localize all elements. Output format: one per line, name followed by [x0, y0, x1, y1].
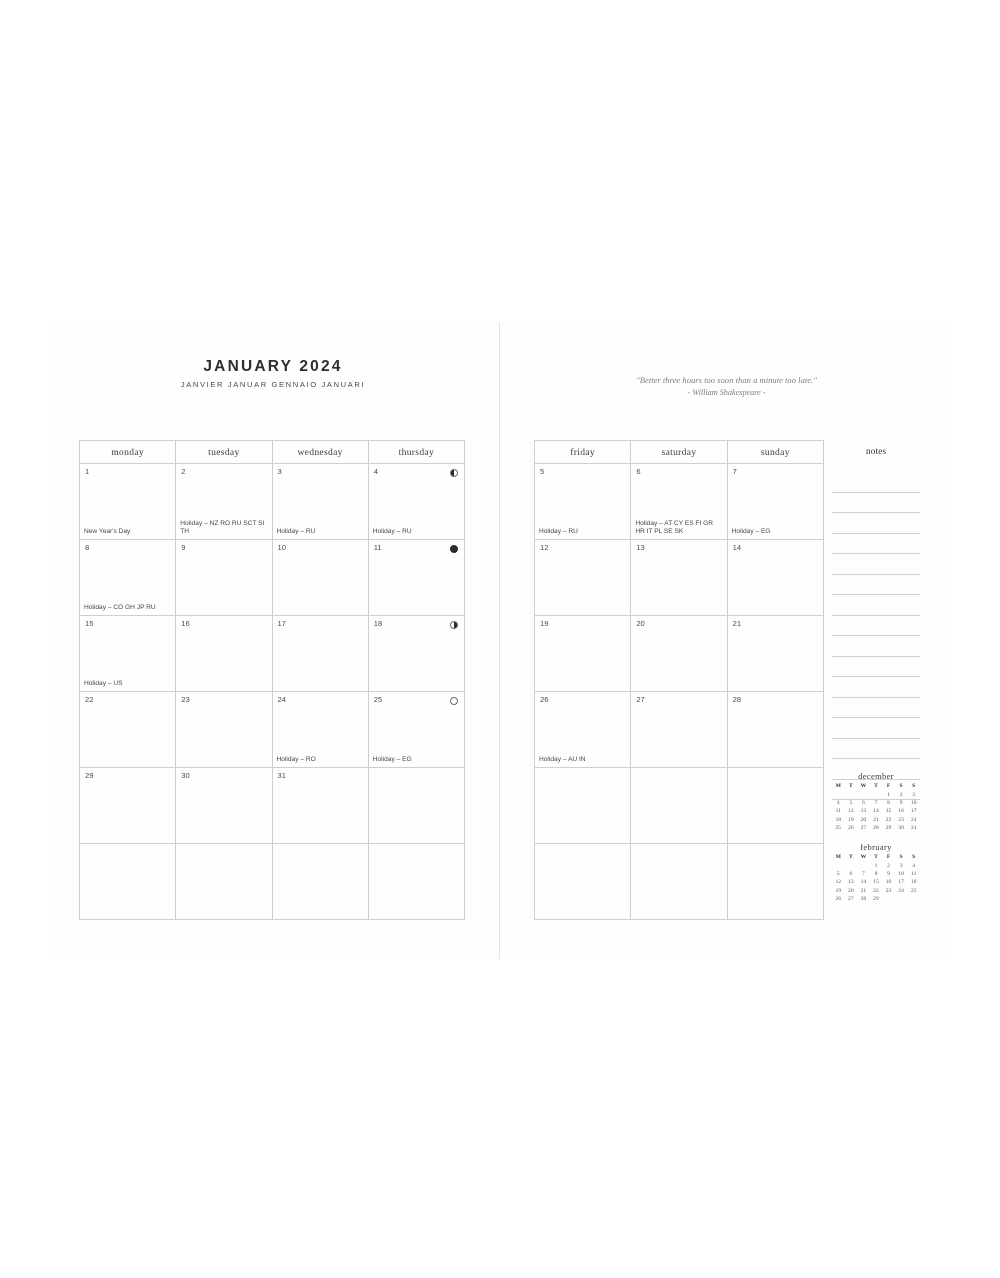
mini-day-cell: [845, 791, 858, 799]
day-cell[interactable]: [80, 616, 176, 692]
mini-day-cell: 15: [873, 879, 879, 886]
week-row: [535, 540, 824, 616]
mini-day-cell: 11: [910, 871, 917, 878]
day-cell[interactable]: [369, 692, 465, 768]
mini-calendar-table: [832, 854, 920, 904]
mini-day-cell: [845, 862, 858, 870]
day-number: 7: [732, 467, 737, 476]
note-line[interactable]: [832, 739, 920, 760]
page-title: JANUARY 2024: [203, 358, 343, 375]
mini-day-cell: 10: [898, 871, 904, 878]
day-cell[interactable]: [176, 692, 272, 768]
notes-heading: notes: [865, 446, 887, 457]
mini-day-cell: 22: [873, 887, 879, 894]
mini-day-cell: 9: [887, 871, 890, 878]
day-number: 20: [636, 619, 645, 628]
day-number: 10: [277, 543, 286, 552]
day-number: 12: [540, 543, 549, 552]
day-number: 4: [373, 467, 378, 476]
day-number: 18: [373, 619, 383, 628]
mini-day-cell: [857, 862, 870, 870]
mini-day-cell: 5: [836, 871, 840, 878]
day-cell[interactable]: [80, 464, 176, 540]
week-row: [80, 464, 465, 540]
mini-day-cell: [832, 791, 845, 799]
day-number: 21: [732, 619, 742, 628]
weekday-header-wednesday: wednesday: [273, 441, 369, 464]
mini-weekday-initial: F: [886, 783, 891, 790]
day-event-label: Holiday – RU: [539, 527, 578, 535]
note-line[interactable]: [832, 595, 920, 616]
day-number: 8: [85, 543, 90, 552]
day-number: 22: [85, 695, 94, 704]
day-event-label: Holiday – NZ RO RU SCT SI TH: [180, 519, 265, 535]
day-cell[interactable]: [176, 616, 272, 692]
day-event-label: Holiday – RO: [276, 755, 316, 763]
day-cell[interactable]: [631, 768, 727, 844]
mini-day-cell: 17: [898, 879, 904, 886]
mini-day-cell: 2: [887, 862, 890, 869]
day-number: 31: [277, 771, 286, 780]
mini-weekday-initial: S: [912, 854, 916, 861]
week-row: [80, 844, 465, 920]
week-row: [535, 692, 824, 768]
day-cell[interactable]: [631, 616, 727, 692]
day-cell[interactable]: [80, 540, 176, 616]
mini-day-cell: 28: [873, 825, 879, 832]
day-cell[interactable]: [535, 464, 631, 540]
quote-block: [540, 374, 913, 400]
mini-day-cell: 17: [910, 808, 917, 815]
week-row: [80, 616, 465, 692]
mini-day-cell: 21: [873, 816, 879, 823]
day-cell[interactable]: [273, 464, 369, 540]
mini-day-cell: 27: [848, 896, 854, 903]
day-number: 13: [636, 543, 645, 552]
day-cell[interactable]: [369, 616, 465, 692]
mini-day-cell: 18: [835, 816, 842, 823]
mini-day-cell: 8: [887, 800, 890, 807]
mini-day-cell: 14: [860, 879, 867, 886]
planner-spread: [47, 322, 953, 959]
day-cell[interactable]: [369, 540, 465, 616]
day-cell[interactable]: [631, 464, 727, 540]
day-cell[interactable]: [273, 540, 369, 616]
day-number: 16: [181, 619, 190, 628]
note-line[interactable]: [832, 636, 920, 657]
day-number: 1: [85, 467, 90, 476]
mini-day-cell: 16: [898, 808, 904, 815]
mini-day-cell: 25: [835, 825, 842, 832]
note-line[interactable]: [832, 472, 920, 493]
day-number: 15: [85, 619, 94, 628]
note-line[interactable]: [832, 657, 920, 678]
mini-weekday-initial: T: [848, 854, 853, 861]
mini-weekday-initial: F: [886, 854, 891, 861]
mini-day-cell: 10: [910, 800, 917, 807]
note-line[interactable]: [832, 513, 920, 534]
mini-day-cell: 6: [862, 800, 865, 807]
day-number: 26: [540, 695, 549, 704]
note-line[interactable]: [832, 698, 920, 719]
week-row: [80, 768, 465, 844]
mini-week-row: [832, 808, 920, 816]
mini-day-cell: 11: [835, 808, 841, 815]
week-row: [535, 464, 824, 540]
right-page: [500, 322, 953, 959]
mini-day-cell: 23: [885, 887, 892, 894]
day-cell[interactable]: [535, 540, 631, 616]
mini-day-cell: 23: [898, 816, 904, 823]
day-cell[interactable]: [631, 692, 727, 768]
mini-week-row: [832, 887, 920, 895]
day-cell[interactable]: [369, 844, 465, 920]
day-cell[interactable]: [728, 464, 824, 540]
mini-day-cell: [895, 896, 908, 904]
day-cell[interactable]: [273, 844, 369, 920]
day-number: 17: [277, 619, 286, 628]
day-number: 23: [181, 695, 190, 704]
mini-day-cell: 1: [887, 791, 890, 798]
mini-weekday-row: [832, 854, 920, 862]
day-number: 3: [277, 467, 282, 476]
day-cell[interactable]: [176, 540, 272, 616]
day-event-label: Holiday – EG: [372, 755, 412, 763]
mini-week-row: [832, 862, 920, 870]
mini-day-cell: 22: [885, 816, 892, 823]
quote-attribution: - William Shakespeare -: [687, 388, 766, 398]
mini-day-cell: 29: [873, 896, 879, 903]
note-line[interactable]: [832, 493, 920, 514]
day-cell[interactable]: [80, 692, 176, 768]
moon-phase-first-icon: [450, 621, 458, 629]
day-event-label: Holiday – US: [84, 679, 123, 687]
mini-day-cell: [907, 896, 920, 904]
mini-day-cell: 24: [910, 816, 917, 823]
mini-weekday-initial: T: [874, 854, 878, 861]
weekday-header-row: [80, 441, 465, 464]
day-number: 25: [373, 695, 383, 704]
left-page: [47, 322, 499, 959]
mini-day-cell: 12: [848, 808, 854, 815]
day-cell[interactable]: [535, 844, 631, 920]
mini-day-cell: 3: [912, 791, 916, 798]
day-cell[interactable]: [369, 768, 465, 844]
day-event-label: Holiday – EG: [731, 527, 771, 535]
day-cell[interactable]: [728, 540, 824, 616]
day-number: 5: [540, 467, 545, 476]
mini-calendar-december: [832, 772, 920, 833]
day-number: 11: [373, 543, 382, 552]
mini-day-cell: 3: [899, 862, 903, 869]
month-subtitle-translations: JANVIER JANUAR GENNAIO JANUARI: [180, 380, 366, 389]
mini-weekday-initial: S: [912, 783, 916, 790]
day-number: 19: [540, 619, 549, 628]
note-line[interactable]: [832, 575, 920, 596]
mini-day-cell: 27: [860, 825, 867, 832]
day-cell[interactable]: [176, 844, 272, 920]
mini-weekday-initial: T: [874, 783, 878, 790]
weekday-header-row: [535, 441, 824, 464]
day-number: 27: [636, 695, 645, 704]
day-event-label: Holiday – RU: [276, 527, 316, 535]
week-row: [535, 768, 824, 844]
calendar-grid-right: [534, 440, 824, 920]
mini-week-row: [832, 879, 920, 887]
mini-day-cell: 4: [836, 800, 840, 807]
mini-weekday-initial: M: [835, 854, 841, 861]
moon-phase-last-icon: [450, 469, 458, 477]
mini-day-cell: 14: [873, 808, 879, 815]
mini-day-cell: [870, 791, 883, 799]
weekday-header-friday: friday: [535, 441, 631, 464]
day-event-label: Holiday – AU IN: [539, 755, 586, 763]
note-line[interactable]: [832, 554, 920, 575]
mini-day-cell: 19: [848, 816, 854, 823]
mini-week-row: [832, 816, 920, 824]
day-number: 24: [277, 695, 286, 704]
notes-lines-area[interactable]: [832, 472, 920, 800]
mini-calendar-title: february: [860, 843, 892, 852]
mini-day-cell: 31: [910, 825, 917, 832]
mini-day-cell: 13: [860, 808, 867, 815]
mini-day-cell: 12: [835, 879, 842, 886]
day-cell[interactable]: [176, 768, 272, 844]
mini-week-row: [832, 871, 920, 879]
mini-day-cell: 9: [899, 800, 903, 807]
day-cell[interactable]: [273, 768, 369, 844]
mini-day-cell: 5: [849, 800, 853, 807]
day-event-label: Holiday – RU: [372, 527, 412, 535]
day-cell[interactable]: [728, 768, 824, 844]
mini-weekday-row: [832, 783, 920, 791]
day-number: 28: [732, 695, 742, 704]
mini-day-cell: 2: [899, 791, 903, 798]
day-cell[interactable]: [273, 692, 369, 768]
mini-day-cell: 20: [848, 887, 854, 894]
mini-day-cell: [857, 791, 870, 799]
mini-calendar-february: [832, 843, 920, 904]
mini-day-cell: 7: [874, 800, 878, 807]
mini-day-cell: 24: [898, 887, 904, 894]
day-cell[interactable]: [80, 768, 176, 844]
mini-weekday-initial: T: [848, 783, 853, 790]
week-row: [535, 616, 824, 692]
mini-day-cell: 26: [848, 825, 854, 832]
mini-week-row: [832, 825, 920, 833]
mini-day-cell: 13: [848, 879, 854, 886]
mini-day-cell: 18: [910, 879, 917, 886]
day-cell[interactable]: [728, 616, 824, 692]
note-line[interactable]: [832, 677, 920, 698]
day-number: 14: [732, 543, 742, 552]
week-row: [80, 540, 465, 616]
weekday-header-thursday: thursday: [369, 441, 465, 464]
weekday-header-sunday: sunday: [728, 441, 824, 464]
mini-day-cell: 26: [835, 896, 842, 903]
day-number: 6: [636, 467, 641, 476]
mini-weekday-initial: S: [899, 854, 903, 861]
mini-weekday-initial: M: [835, 783, 841, 790]
mini-day-cell: 20: [860, 816, 867, 823]
mini-week-row: [832, 896, 920, 904]
mini-day-cell: 29: [885, 825, 892, 832]
mini-day-cell: 16: [885, 879, 892, 886]
mini-day-cell: 25: [910, 887, 917, 894]
mini-weekday-initial: W: [860, 783, 867, 790]
day-cell[interactable]: [631, 844, 727, 920]
day-number: 9: [181, 543, 186, 552]
day-number: 30: [181, 771, 190, 780]
weekday-header-monday: monday: [80, 441, 176, 464]
mini-day-cell: 21: [860, 887, 867, 894]
week-row: [80, 692, 465, 768]
mini-day-cell: 7: [862, 871, 865, 878]
mini-day-cell: 30: [898, 825, 904, 832]
calendar-grid-left: [79, 440, 465, 920]
day-event-label: Holiday – AT CY ES FI GR HR IT PL SE SK: [635, 519, 714, 535]
note-line[interactable]: [832, 616, 920, 637]
mini-day-cell: 6: [849, 871, 853, 878]
day-cell[interactable]: [631, 540, 727, 616]
quote-text: "Better three hours too soon than a minute too late.": [636, 375, 817, 385]
day-cell[interactable]: [535, 768, 631, 844]
mini-week-row: [832, 800, 920, 808]
day-cell[interactable]: [728, 844, 824, 920]
day-cell[interactable]: [535, 616, 631, 692]
day-cell[interactable]: [535, 692, 631, 768]
mini-day-cell: 19: [835, 887, 842, 894]
mini-calendar-title: december: [858, 772, 894, 781]
mini-day-cell: [882, 896, 895, 904]
mini-calendar-table: [832, 783, 920, 833]
note-line[interactable]: [832, 718, 920, 739]
mini-day-cell: 15: [885, 808, 892, 815]
day-cell[interactable]: [176, 464, 272, 540]
day-cell[interactable]: [728, 692, 824, 768]
day-number: 2: [181, 467, 186, 476]
week-row: [535, 844, 824, 920]
moon-phase-full-icon: [450, 697, 458, 705]
day-number: 29: [85, 771, 94, 780]
moon-phase-new-icon: [450, 545, 458, 553]
day-cell[interactable]: [80, 844, 176, 920]
mini-day-cell: 8: [874, 871, 878, 878]
day-cell[interactable]: [369, 464, 465, 540]
mini-day-cell: 1: [874, 862, 878, 869]
mini-week-row: [832, 791, 920, 799]
note-line[interactable]: [832, 534, 920, 555]
day-event-label: Holiday – CO GH JP RU: [84, 603, 156, 611]
day-cell[interactable]: [273, 616, 369, 692]
weekday-header-saturday: saturday: [631, 441, 727, 464]
mini-weekday-initial: S: [899, 783, 903, 790]
day-event-label: New Year's Day: [84, 527, 131, 535]
mini-weekday-initial: W: [860, 854, 867, 861]
mini-day-cell: [832, 862, 845, 870]
mini-day-cell: 28: [860, 896, 867, 903]
weekday-header-tuesday: tuesday: [176, 441, 272, 464]
mini-day-cell: 4: [912, 862, 916, 869]
